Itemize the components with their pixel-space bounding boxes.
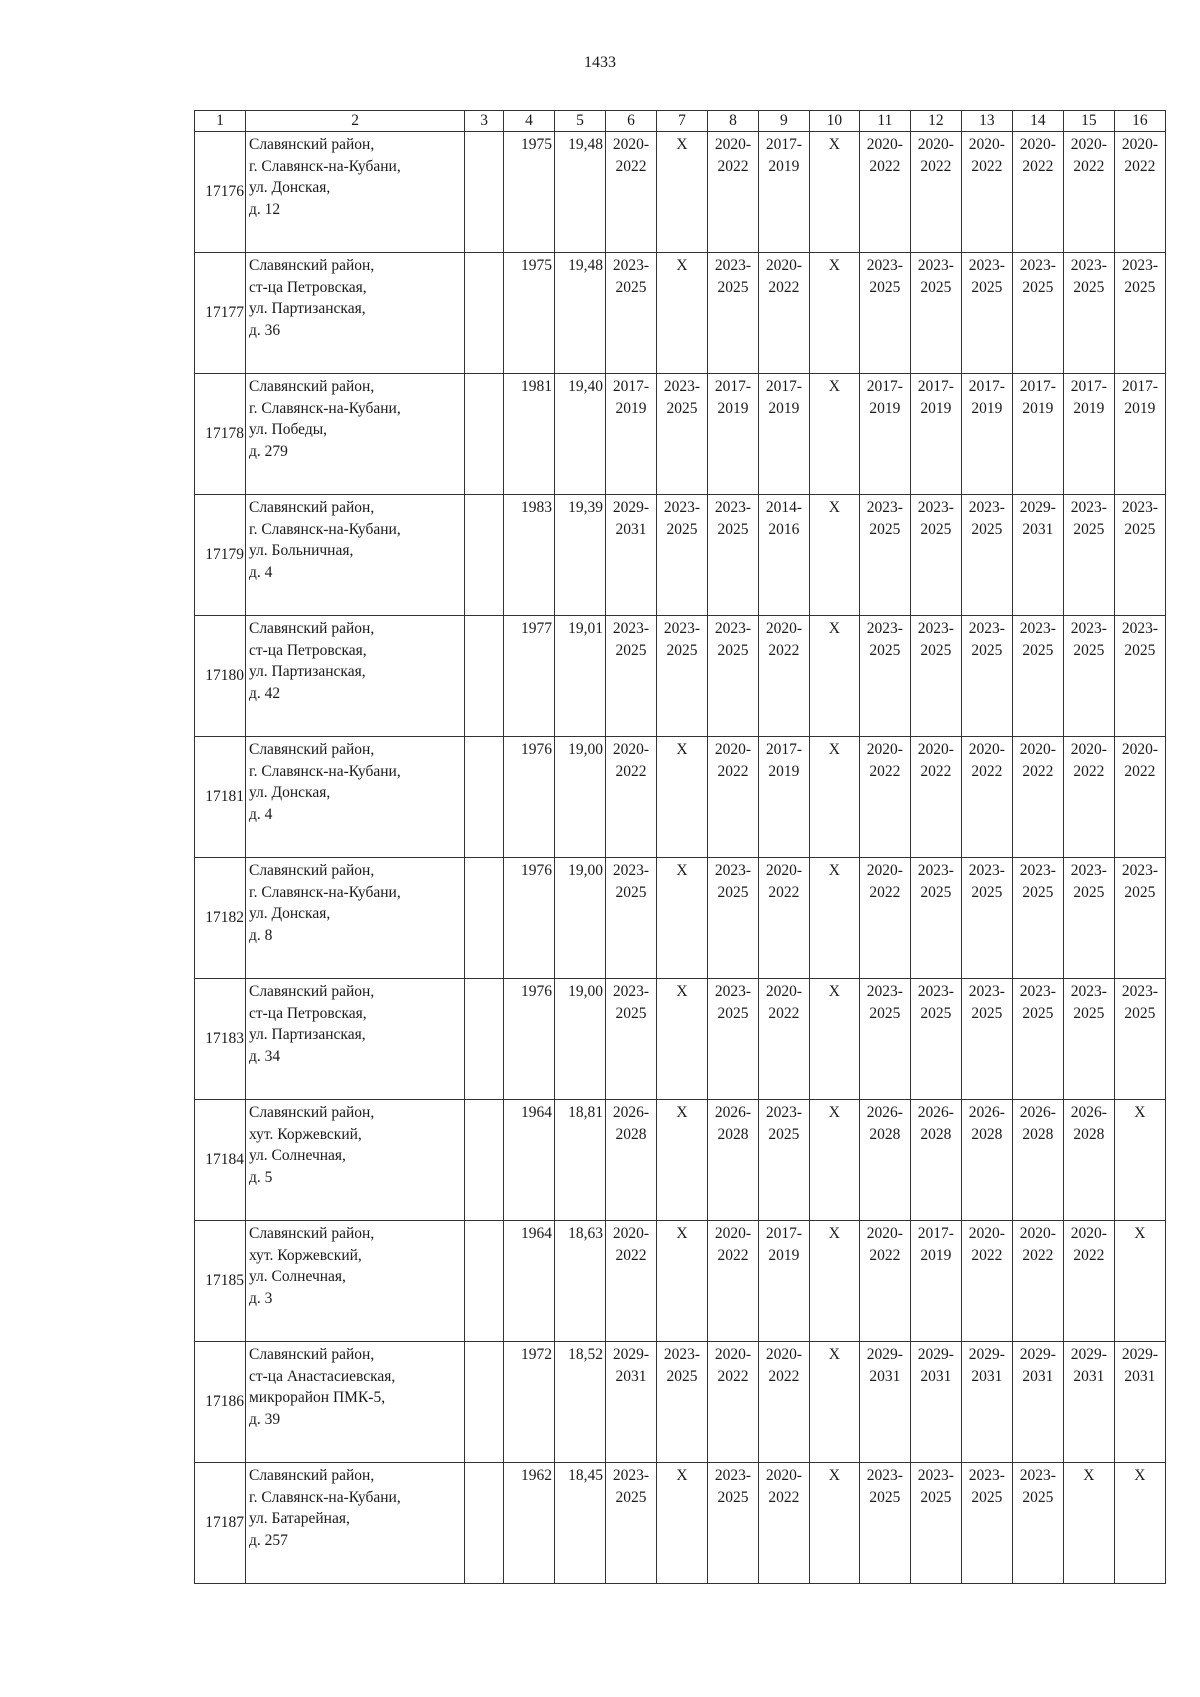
address-line: ул. Партизанская, (248, 300, 366, 317)
address-line: Славянский район, (248, 378, 375, 395)
period-cell: 2023- 2025 (961, 616, 1012, 737)
address-line: г. Славянск-на-Кубани, (248, 157, 401, 175)
address-cell (245, 1100, 464, 1221)
table-row (195, 979, 1166, 1100)
address-line: ул. Солнечная, (248, 1147, 346, 1164)
period-cell: 2023- 2025 (605, 1463, 656, 1584)
period-cell: 2023- 2025 (1063, 858, 1114, 979)
period-cell: 2023- 2025 (910, 616, 961, 737)
record-number: 17181 (195, 737, 246, 858)
table-row (195, 616, 1166, 737)
year-built-cell: 1976 (504, 858, 555, 979)
column-3-cell (465, 616, 504, 737)
period-cell: Х (809, 1221, 859, 1342)
address-line: ул. Больничная, (248, 542, 354, 559)
period-cell: 2023- 2025 (1012, 616, 1063, 737)
period-cell: 2020- 2022 (910, 737, 961, 858)
period-cell: 2017- 2019 (758, 737, 809, 858)
address-line: д. 257 (248, 1531, 288, 1549)
period-cell: 2017- 2019 (1114, 374, 1165, 495)
period-cell: 2029- 2031 (605, 1342, 656, 1463)
period-cell: 2023- 2025 (605, 858, 656, 979)
period-cell: 2023- 2025 (656, 495, 707, 616)
period-cell: 2023- 2025 (961, 495, 1012, 616)
period-cell: Х (809, 495, 859, 616)
year-built-cell: 1975 (504, 253, 555, 374)
period-cell: 2023- 2025 (1114, 979, 1165, 1100)
value-cell: 18,52 (555, 1342, 606, 1463)
table-row (195, 858, 1166, 979)
address-line: ул. Донская, (248, 179, 331, 196)
column-3-cell (465, 1221, 504, 1342)
column-header: 13 (961, 111, 1012, 132)
column-header: 6 (605, 111, 656, 132)
column-3-cell (465, 1463, 504, 1584)
period-cell: 2026- 2028 (910, 1100, 961, 1221)
address-line: г. Славянск-на-Кубани, (248, 1488, 401, 1506)
period-cell: 2023- 2025 (656, 1342, 707, 1463)
value-cell: 19,48 (555, 132, 606, 253)
address-cell (245, 1342, 464, 1463)
address-line: хут. Коржевский, (248, 1246, 362, 1264)
column-header: 10 (809, 111, 859, 132)
period-cell: 2023- 2025 (707, 858, 758, 979)
address-line: д. 4 (248, 563, 273, 581)
address-line: д. 3 (248, 1289, 273, 1307)
column-header: 2 (245, 111, 464, 132)
period-cell: Х (656, 737, 707, 858)
table-row (195, 374, 1166, 495)
address-line: Славянский район, (248, 862, 375, 879)
table-row (195, 495, 1166, 616)
address-cell (245, 737, 464, 858)
period-cell: 2020- 2022 (1012, 132, 1063, 253)
period-cell: Х (656, 1100, 707, 1221)
address-line: д. 42 (248, 684, 281, 702)
period-cell: Х (656, 132, 707, 253)
table-row (195, 1221, 1166, 1342)
period-cell: Х (1114, 1221, 1165, 1342)
address-line: д. 8 (248, 926, 273, 944)
period-cell: 2029- 2031 (1012, 1342, 1063, 1463)
table-body (195, 132, 1166, 1584)
period-cell: Х (809, 737, 859, 858)
address-line: Славянский район, (248, 136, 375, 153)
record-number: 17177 (195, 253, 246, 374)
period-cell: 2023- 2025 (1063, 616, 1114, 737)
period-cell: Х (656, 858, 707, 979)
period-cell: 2023- 2025 (910, 858, 961, 979)
address-line: ул. Донская, (248, 784, 331, 801)
period-cell: 2023- 2025 (859, 979, 910, 1100)
column-3-cell (465, 737, 504, 858)
period-cell: 2017- 2019 (910, 374, 961, 495)
value-cell: 19,00 (555, 737, 606, 858)
record-number: 17176 (195, 132, 246, 253)
column-header: 9 (758, 111, 809, 132)
period-cell: 2020- 2022 (758, 1463, 809, 1584)
year-built-cell: 1983 (504, 495, 555, 616)
period-cell: 2020- 2022 (961, 737, 1012, 858)
year-built-cell: 1972 (504, 1342, 555, 1463)
registry-table (194, 110, 1166, 1584)
record-number: 17186 (195, 1342, 246, 1463)
period-cell: 2017- 2019 (605, 374, 656, 495)
year-built-cell: 1964 (504, 1100, 555, 1221)
period-cell: Х (809, 132, 859, 253)
address-line: д. 39 (248, 1410, 281, 1428)
period-cell: 2029- 2031 (1012, 495, 1063, 616)
column-3-cell (465, 1100, 504, 1221)
column-3-cell (465, 132, 504, 253)
period-cell: 2020- 2022 (707, 1342, 758, 1463)
year-built-cell: 1977 (504, 616, 555, 737)
address-cell (245, 495, 464, 616)
address-line: Славянский район, (248, 1346, 375, 1363)
period-cell: 2023- 2025 (859, 253, 910, 374)
period-cell: 2020- 2022 (707, 737, 758, 858)
column-header: 1 (195, 111, 246, 132)
address-line: Славянский район, (248, 620, 375, 637)
period-cell: 2017- 2019 (1063, 374, 1114, 495)
period-cell: 2023- 2025 (1114, 253, 1165, 374)
address-line: Славянский район, (248, 1467, 375, 1484)
record-number: 17178 (195, 374, 246, 495)
table-row (195, 1463, 1166, 1584)
period-cell: 2023- 2025 (1114, 495, 1165, 616)
period-cell: 2020- 2022 (910, 132, 961, 253)
table-row (195, 132, 1166, 253)
value-cell: 19,01 (555, 616, 606, 737)
period-cell: 2029- 2031 (1114, 1342, 1165, 1463)
period-cell: 2026- 2028 (961, 1100, 1012, 1221)
column-header: 7 (656, 111, 707, 132)
period-cell: 2023- 2025 (1012, 858, 1063, 979)
period-cell: 2029- 2031 (961, 1342, 1012, 1463)
column-3-cell (465, 495, 504, 616)
address-line: микрорайон ПМК-5, (248, 1389, 386, 1406)
period-cell: 2023- 2025 (605, 979, 656, 1100)
period-cell: 2023- 2025 (961, 1463, 1012, 1584)
period-cell: 2029- 2031 (605, 495, 656, 616)
value-cell: 19,39 (555, 495, 606, 616)
period-cell: 2023- 2025 (758, 1100, 809, 1221)
period-cell: 2020- 2022 (1114, 737, 1165, 858)
period-cell: 2026- 2028 (707, 1100, 758, 1221)
period-cell: 2023- 2025 (605, 616, 656, 737)
value-cell: 19,00 (555, 858, 606, 979)
period-cell: 2020- 2022 (758, 858, 809, 979)
period-cell: 2023- 2025 (910, 979, 961, 1100)
period-cell: 2023- 2025 (961, 979, 1012, 1100)
period-cell: 2023- 2025 (1063, 253, 1114, 374)
address-line: Славянский район, (248, 741, 375, 758)
period-cell: 2020- 2022 (707, 1221, 758, 1342)
address-cell (245, 132, 464, 253)
year-built-cell: 1976 (504, 979, 555, 1100)
period-cell: Х (1063, 1463, 1114, 1584)
column-3-cell (465, 858, 504, 979)
period-cell: 2020- 2022 (1012, 737, 1063, 858)
year-built-cell: 1981 (504, 374, 555, 495)
value-cell: 19,48 (555, 253, 606, 374)
address-line: д. 34 (248, 1047, 281, 1065)
period-cell: 2023- 2025 (859, 616, 910, 737)
table-row (195, 1100, 1166, 1221)
column-header: 11 (859, 111, 910, 132)
year-built-cell: 1962 (504, 1463, 555, 1584)
year-built-cell: 1964 (504, 1221, 555, 1342)
year-built-cell: 1976 (504, 737, 555, 858)
period-cell: 2020- 2022 (707, 132, 758, 253)
period-cell: Х (809, 1463, 859, 1584)
period-cell: 2017- 2019 (1012, 374, 1063, 495)
address-line: ул. Партизанская, (248, 1026, 366, 1043)
period-cell: Х (809, 374, 859, 495)
address-line: ул. Батарейная, (248, 1510, 350, 1527)
address-line: г. Славянск-на-Кубани, (248, 520, 401, 538)
period-cell: 2020- 2022 (859, 132, 910, 253)
period-cell: 2023- 2025 (656, 616, 707, 737)
address-cell (245, 1221, 464, 1342)
address-line: Славянский район, (248, 499, 375, 516)
period-cell: 2023- 2025 (859, 495, 910, 616)
period-cell: 2023- 2025 (707, 253, 758, 374)
year-built-cell: 1975 (504, 132, 555, 253)
value-cell: 19,40 (555, 374, 606, 495)
period-cell: 2029- 2031 (1063, 1342, 1114, 1463)
address-line: ст-ца Петровская, (248, 641, 367, 659)
address-cell (245, 1463, 464, 1584)
address-line: хут. Коржевский, (248, 1125, 362, 1143)
period-cell: Х (809, 1100, 859, 1221)
address-cell (245, 616, 464, 737)
period-cell: 2017- 2019 (707, 374, 758, 495)
address-cell (245, 979, 464, 1100)
address-line: Славянский район, (248, 257, 375, 274)
period-cell: Х (1114, 1463, 1165, 1584)
period-cell: Х (809, 253, 859, 374)
column-header: 12 (910, 111, 961, 132)
address-cell (245, 858, 464, 979)
period-cell: 2020- 2022 (758, 253, 809, 374)
period-cell: 2020- 2022 (961, 132, 1012, 253)
period-cell: 2023- 2025 (910, 1463, 961, 1584)
record-number: 17184 (195, 1100, 246, 1221)
period-cell: Х (656, 253, 707, 374)
period-cell: 2020- 2022 (605, 1221, 656, 1342)
period-cell: 2020- 2022 (758, 1342, 809, 1463)
period-cell: 2023- 2025 (910, 253, 961, 374)
address-line: д. 4 (248, 805, 273, 823)
column-3-cell (465, 979, 504, 1100)
address-line: Славянский район, (248, 1225, 375, 1242)
period-cell: Х (809, 858, 859, 979)
period-cell: 2014- 2016 (758, 495, 809, 616)
table-row (195, 737, 1166, 858)
column-3-cell (465, 374, 504, 495)
address-line: ст-ца Петровская, (248, 278, 367, 296)
column-header: 3 (465, 111, 504, 132)
period-cell: 2017- 2019 (961, 374, 1012, 495)
record-number: 17185 (195, 1221, 246, 1342)
period-cell: Х (809, 1342, 859, 1463)
period-cell: 2023- 2025 (707, 1463, 758, 1584)
period-cell: 2029- 2031 (910, 1342, 961, 1463)
address-cell (245, 253, 464, 374)
address-line: ул. Солнечная, (248, 1268, 346, 1285)
period-cell: 2020- 2022 (961, 1221, 1012, 1342)
period-cell: 2023- 2025 (707, 495, 758, 616)
period-cell: 2023- 2025 (859, 1463, 910, 1584)
period-cell: 2023- 2025 (1114, 858, 1165, 979)
period-cell: 2017- 2019 (758, 1221, 809, 1342)
record-number: 17183 (195, 979, 246, 1100)
value-cell: 18,45 (555, 1463, 606, 1584)
period-cell: 2017- 2019 (758, 374, 809, 495)
period-cell: Х (809, 616, 859, 737)
address-line: Славянский район, (248, 983, 375, 1000)
period-cell: 2023- 2025 (910, 495, 961, 616)
period-cell: 2017- 2019 (758, 132, 809, 253)
address-line: г. Славянск-на-Кубани, (248, 399, 401, 417)
period-cell: 2026- 2028 (605, 1100, 656, 1221)
value-cell: 18,81 (555, 1100, 606, 1221)
column-header: 5 (555, 111, 606, 132)
table-row (195, 1342, 1166, 1463)
period-cell: 2020- 2022 (859, 737, 910, 858)
period-cell: 2020- 2022 (859, 1221, 910, 1342)
period-cell: 2026- 2028 (859, 1100, 910, 1221)
address-line: ул. Донская, (248, 905, 331, 922)
address-line: д. 279 (248, 442, 288, 460)
period-cell: 2023- 2025 (1012, 253, 1063, 374)
address-cell (245, 374, 464, 495)
period-cell: 2023- 2025 (961, 253, 1012, 374)
period-cell: 2017- 2019 (910, 1221, 961, 1342)
value-cell: 19,00 (555, 979, 606, 1100)
period-cell: 2020- 2022 (1063, 737, 1114, 858)
header-row (195, 111, 1166, 132)
period-cell: 2023- 2025 (656, 374, 707, 495)
period-cell: 2026- 2028 (1063, 1100, 1114, 1221)
period-cell: Х (656, 979, 707, 1100)
period-cell: 2020- 2022 (859, 858, 910, 979)
value-cell: 18,63 (555, 1221, 606, 1342)
period-cell: Х (656, 1221, 707, 1342)
record-number: 17180 (195, 616, 246, 737)
column-header: 14 (1012, 111, 1063, 132)
column-header: 16 (1114, 111, 1165, 132)
period-cell: Х (656, 1463, 707, 1584)
period-cell: 2023- 2025 (1063, 979, 1114, 1100)
record-number: 17179 (195, 495, 246, 616)
period-cell: 2026- 2028 (1012, 1100, 1063, 1221)
period-cell: Х (1114, 1100, 1165, 1221)
period-cell: 2023- 2025 (1012, 979, 1063, 1100)
period-cell: 2020- 2022 (1114, 132, 1165, 253)
table-row (195, 253, 1166, 374)
address-line: д. 5 (248, 1168, 273, 1186)
address-line: д. 12 (248, 200, 281, 218)
column-header: 15 (1063, 111, 1114, 132)
address-line: г. Славянск-на-Кубани, (248, 883, 401, 901)
record-number: 17187 (195, 1463, 246, 1584)
period-cell: 2023- 2025 (961, 858, 1012, 979)
period-cell: 2020- 2022 (1063, 1221, 1114, 1342)
address-line: ул. Партизанская, (248, 663, 366, 680)
period-cell: 2023- 2025 (1012, 1463, 1063, 1584)
period-cell: Х (809, 979, 859, 1100)
column-3-cell (465, 253, 504, 374)
record-number: 17182 (195, 858, 246, 979)
period-cell: 2029- 2031 (859, 1342, 910, 1463)
period-cell: 2017- 2019 (859, 374, 910, 495)
period-cell: 2023- 2025 (605, 253, 656, 374)
address-line: ст-ца Петровская, (248, 1004, 367, 1022)
period-cell: 2020- 2022 (605, 737, 656, 858)
page-number: 1433 (584, 54, 616, 71)
period-cell: 2020- 2022 (1063, 132, 1114, 253)
address-line: ул. Победы, (248, 421, 328, 438)
period-cell: 2020- 2022 (758, 616, 809, 737)
period-cell: 2023- 2025 (1063, 495, 1114, 616)
column-3-cell (465, 1342, 504, 1463)
period-cell: 2020- 2022 (605, 132, 656, 253)
column-header: 8 (707, 111, 758, 132)
period-cell: 2020- 2022 (758, 979, 809, 1100)
address-line: г. Славянск-на-Кубани, (248, 762, 401, 780)
period-cell: 2023- 2025 (707, 979, 758, 1100)
address-line: ст-ца Анастасиевская, (248, 1367, 396, 1385)
period-cell: 2023- 2025 (1114, 616, 1165, 737)
address-line: д. 36 (248, 321, 281, 339)
column-header: 4 (504, 111, 555, 132)
period-cell: 2023- 2025 (707, 616, 758, 737)
address-line: Славянский район, (248, 1104, 375, 1121)
period-cell: 2020- 2022 (1012, 1221, 1063, 1342)
